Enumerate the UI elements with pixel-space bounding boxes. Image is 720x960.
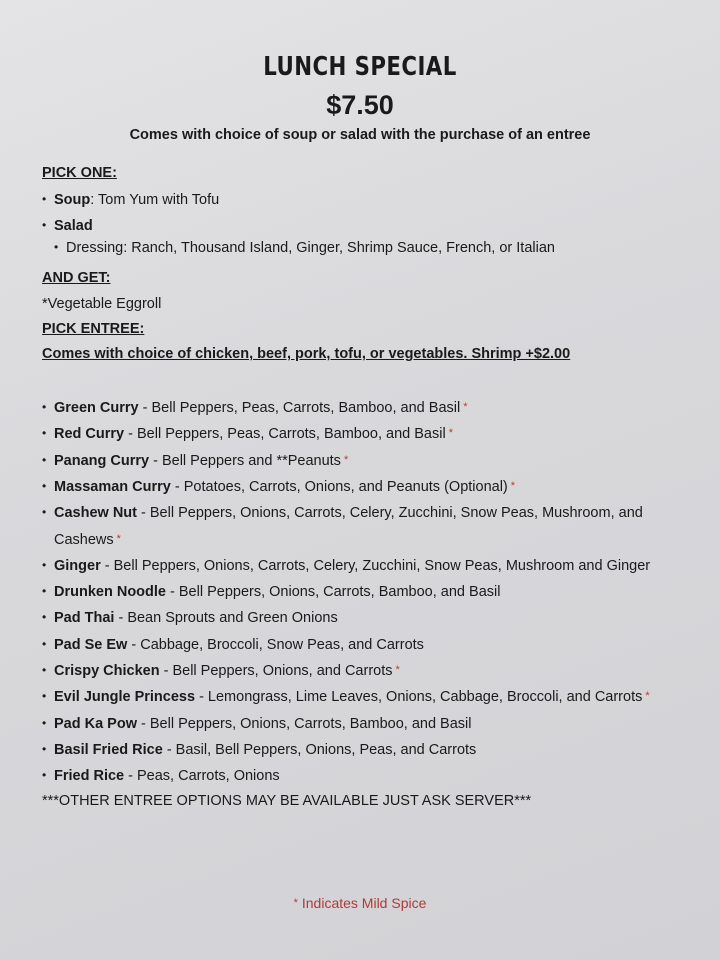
- menu-subtitle: Comes with choice of soup or salad with the purchase of an entree: [129, 127, 591, 143]
- bullet-icon: •: [42, 505, 47, 520]
- spice-star-icon: *: [395, 664, 400, 676]
- bullet-icon: •: [42, 636, 47, 651]
- spice-star-icon: *: [510, 479, 516, 492]
- entree-name: Pad Ka Pow: [54, 715, 137, 732]
- soup-label: Soup: [54, 192, 91, 208]
- spice-legend-text: Indicates Mild Spice: [301, 895, 427, 911]
- salad-label: Salad: [54, 218, 93, 234]
- entree-description: Cashews: [54, 531, 114, 548]
- salad-option: [42, 218, 93, 234]
- entree-name: Crispy Chicken: [54, 663, 160, 679]
- entree-protein-note: Comes with choice of chicken, beef, pork, tofu, or vegetables. Shrimp +$2.00: [42, 346, 571, 362]
- entree-name: Ginger: [54, 557, 101, 574]
- bullet-icon: •: [42, 218, 47, 232]
- entree-item: [42, 400, 467, 416]
- entree-item: [42, 689, 650, 705]
- entree-name: Green Curry: [54, 400, 139, 416]
- bullet-icon: •: [42, 610, 47, 625]
- and-get-heading: AND GET:: [42, 270, 111, 286]
- bullet-icon: •: [54, 240, 59, 254]
- entree-item: [54, 532, 121, 548]
- entree-name: Drunken Noodle: [54, 584, 166, 601]
- spice-star-icon: *: [293, 897, 298, 909]
- entree-item: [42, 426, 453, 442]
- bullet-icon: •: [42, 584, 47, 599]
- spice-star-icon: *: [463, 401, 468, 413]
- entree-name: Basil Fried Rice: [54, 741, 163, 758]
- bullet-icon: •: [42, 426, 47, 441]
- entree-item: [42, 637, 424, 653]
- entree-description: - Cabbage, Broccoli, Snow Peas, and Carrots: [127, 636, 424, 653]
- entree-item: [42, 479, 515, 495]
- entree-name: Massaman Curry: [54, 478, 171, 495]
- spice-legend: [0, 895, 720, 911]
- dressing-option: [54, 240, 555, 256]
- entree-name: Cashew Nut: [54, 505, 137, 522]
- entree-item: [42, 505, 643, 521]
- bullet-icon: •: [42, 557, 47, 572]
- pick-one-heading: PICK ONE:: [42, 165, 117, 181]
- entree-name: Panang Curry: [54, 452, 150, 469]
- entree-description: - Lemongrass, Lime Leaves, Onions, Cabbage, Broccoli, and Carrots: [195, 689, 643, 706]
- entree-description: - Bell Peppers, Onions, Carrots, Bamboo, and Basil: [137, 715, 472, 732]
- entree-name: Evil Jungle Princess: [54, 689, 196, 706]
- entree-name: Pad Thai: [54, 610, 115, 627]
- entree-description: - Bell Peppers, Onions, Carrots, Celery, Zucchini, Snow Peas, Mushroom and Ginger: [100, 557, 651, 574]
- entree-description: - Bell Peppers, Peas, Carrots, Bamboo, and Basil: [138, 400, 461, 416]
- entree-item: [42, 453, 348, 469]
- entree-description: - Potatoes, Carrots, Onions, and Peanuts (Optional): [170, 478, 508, 495]
- other-options-note: ***OTHER ENTREE OPTIONS MAY BE AVAILABLE JUST ASK SERVER***: [42, 793, 532, 809]
- bullet-icon: •: [42, 715, 47, 730]
- entree-name: Pad Se Ew: [54, 636, 128, 653]
- bullet-icon: •: [42, 689, 47, 704]
- bullet-icon: •: [42, 400, 47, 414]
- entree-description: - Bell Peppers, Onions, Carrots, Celery, Zucchini, Snow Peas, Mushroom, and: [137, 505, 643, 522]
- entree-description: - Basil, Bell Peppers, Onions, Peas, and Carrots: [162, 741, 477, 758]
- bullet-icon: •: [42, 741, 47, 756]
- bullet-icon: •: [42, 452, 47, 467]
- entree-item: [42, 558, 650, 574]
- entree-name: Red Curry: [54, 426, 125, 443]
- bullet-icon: •: [42, 192, 47, 206]
- entree-name: Fried Rice: [54, 768, 125, 785]
- entree-description: - Peas, Carrots, Onions: [124, 768, 280, 785]
- bullet-icon: •: [42, 478, 47, 493]
- entree-item: [42, 663, 400, 679]
- spice-star-icon: *: [116, 532, 121, 545]
- eggroll-item: *Vegetable Eggroll: [42, 296, 162, 312]
- spice-star-icon: *: [343, 453, 349, 466]
- entree-item: [42, 716, 471, 732]
- pick-entree-heading: PICK ENTREE:: [42, 321, 145, 337]
- entree-item: [42, 610, 338, 626]
- entree-item: [42, 768, 280, 784]
- entree-description: - Bell Peppers, Peas, Carrots, Bamboo, and Basil: [124, 426, 446, 443]
- entree-description: - Bell Peppers, Onions, and Carrots: [159, 663, 393, 679]
- entree-description: - Bell Peppers, Onions, Carrots, Bamboo, and Basil: [165, 584, 501, 601]
- dressing-text: Dressing: Ranch, Thousand Island, Ginger, Shrimp Sauce, French, or Italian: [66, 240, 555, 256]
- soup-option: [42, 192, 219, 208]
- spice-star-icon: *: [448, 427, 453, 440]
- bullet-icon: •: [42, 663, 47, 677]
- entree-item: [42, 742, 476, 758]
- entree-item: [42, 584, 500, 600]
- spice-star-icon: *: [645, 690, 650, 703]
- bullet-icon: •: [42, 768, 47, 783]
- entree-description: - Bell Peppers and **Peanuts: [149, 452, 341, 469]
- entree-description: - Bean Sprouts and Green Onions: [114, 610, 338, 627]
- menu-price: $7.50: [326, 90, 394, 120]
- menu-title: LUNCH SPECIAL: [263, 52, 457, 82]
- soup-value: : Tom Yum with Tofu: [90, 192, 220, 208]
